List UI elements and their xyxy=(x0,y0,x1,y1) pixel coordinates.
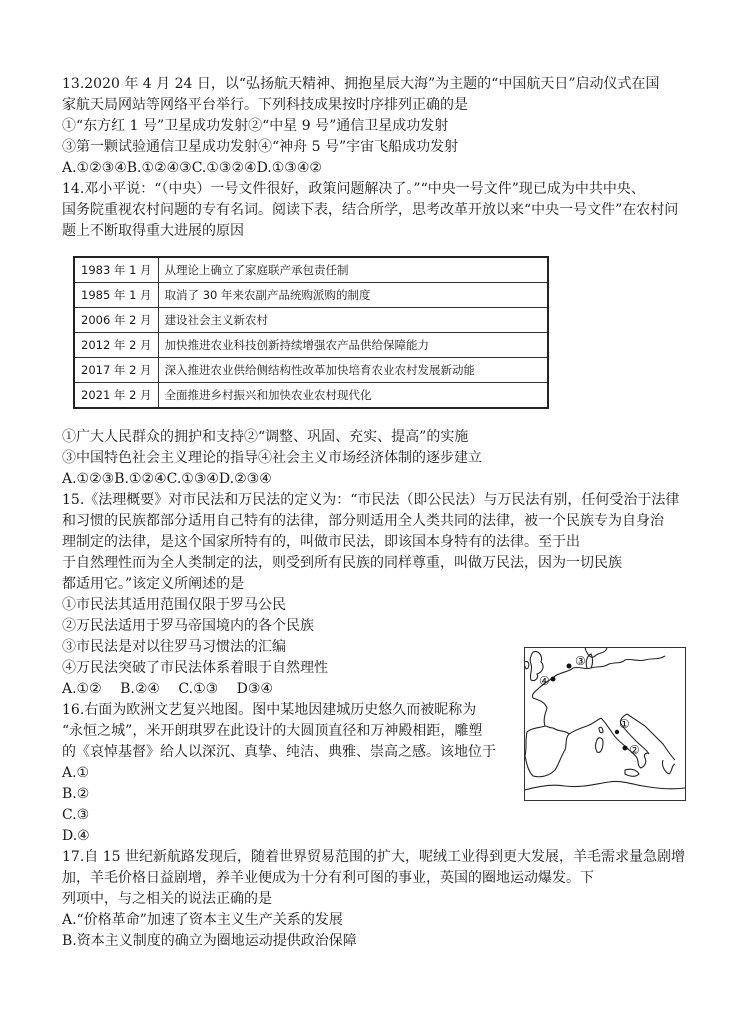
map-drawing xyxy=(525,648,685,800)
table-date: 2021 年 2 月 xyxy=(74,383,158,409)
q13-option-line-1: ①“东方红 1 号”卫星成功发射②“中星 9 号”通信卫星成功发射 xyxy=(62,118,449,134)
q17-option-b: B.资本主义制度的确立为圈地运动提供政治保障 xyxy=(62,933,357,949)
table-content: 取消了 30 年来农副产品统购派购的制度 xyxy=(158,283,548,308)
table-row xyxy=(74,283,548,308)
q15-option-4: ④万民法突破了市民法体系着眼于自然理性 xyxy=(62,660,328,676)
map-dot-3 xyxy=(567,664,572,669)
q17-line-3: 列项中，与之相关的说法正确的是 xyxy=(62,891,272,907)
map-label-3: ③ xyxy=(575,654,586,668)
q15-line-2: 和习惯的民族都部分适用自己特有的法律，部分则适用全人类共同的法律，被一个民族专为自身治 xyxy=(62,513,664,529)
table-row xyxy=(74,333,548,358)
q13-answers: A.①②③④B.①②④③C.①③②④D.①③④② xyxy=(62,160,322,176)
table-content: 从理论上确立了家庭联产承包责任制 xyxy=(158,257,548,283)
q15-option-1: ①市民法其适用范围仅限于罗马公民 xyxy=(62,597,286,613)
policy-table xyxy=(73,256,549,409)
q16-answer-c: C.③ xyxy=(62,807,90,823)
q15-option-2: ②万民法适用于罗马帝国境内的各个民族 xyxy=(62,618,314,634)
table-row xyxy=(74,358,548,383)
map-label-1: ① xyxy=(619,717,630,731)
table-date: 2017 年 2 月 xyxy=(74,358,158,383)
q15-line-3: 理制定的法律，是这个国家所特有的，叫做市民法，即该国本身特有的法律。至于出 xyxy=(62,534,580,550)
q17-option-a: A.“价格革命”加速了资本主义生产关系的发展 xyxy=(62,912,343,928)
map-dot-4 xyxy=(551,677,556,682)
map-dot-2 xyxy=(623,746,628,751)
q16-answer-d: D.④ xyxy=(62,828,90,844)
q14-option-line-1: ①广大人民群众的拥护和支持②“调整、巩固、充实、提高”的实施 xyxy=(62,429,469,445)
table-row xyxy=(74,257,548,283)
q13-line-2: 家航天局网站等网络平台举行。下列科技成果按时序排列正确的是 xyxy=(62,97,468,113)
q13-option-line-2: ③第一颗试验通信卫星成功发射④“神舟 5 号”宇宙飞船成功发射 xyxy=(62,139,459,155)
map-label-4: ④ xyxy=(539,674,550,688)
table-date: 1985 年 1 月 xyxy=(74,283,158,308)
europe-renaissance-map xyxy=(524,647,686,801)
q13-line-1: 13.2020 年 4 月 24 日，以“弘扬航天精神、拥抱星辰大海”为主题的“中国航天日”启动仪式在国 xyxy=(62,76,660,92)
q16-answer-a: A.① xyxy=(62,765,90,781)
map-label-2: ② xyxy=(629,743,640,757)
q16-line-2: “永恒之城”，米开朗琪罗在此设计的大圆顶直径和万神殿相距，雕塑 xyxy=(62,723,483,739)
table-content: 加快推进农业科技创新持续增强农产品供给保障能力 xyxy=(158,333,548,358)
q17-line-1: 17.自 15 世纪新航路发现后，随着世界贸易范围的扩大，呢绒工业得到更大发展，羊毛需求量急剧增 xyxy=(62,849,685,865)
q15-option-3: ③市民法是对以往罗马习惯法的汇编 xyxy=(62,639,286,655)
q15-answers: A.①② B.②④ C.①③ D③④ xyxy=(62,681,273,697)
table-content: 建设社会主义新农村 xyxy=(158,308,548,333)
table-date: 2012 年 2 月 xyxy=(74,333,158,358)
q14-line-2: 国务院重视农村问题的专有名词。阅读下表，结合所学，思考改革开放以来“中央一号文件”在农村问 xyxy=(62,202,679,218)
q16-answer-b: B.② xyxy=(62,786,90,802)
q15-line-4: 于自然理性而为全人类制定的法，则受到所有民族的同样尊重，叫做万民法，因为一切民族 xyxy=(62,555,622,571)
q14-answers: A.①②③B.①②④C.①③④D.②③④ xyxy=(62,471,272,487)
table-date: 1983 年 1 月 xyxy=(74,257,158,283)
q14-option-line-2: ③中国特色社会主义理论的指导④社会主义市场经济体制的逐步建立 xyxy=(62,450,482,466)
q15-line-5: 都适用它。”该定义所阐述的是 xyxy=(62,576,245,592)
q16-line-1: 16.右面为欧洲文艺复兴地图。图中某地因建城历史悠久而被昵称为 xyxy=(62,702,477,718)
q16-line-3: 的《哀悼基督》给人以深沉、真挚、纯洁、典雅、崇高之感。该地位于 xyxy=(62,744,496,760)
q14-line-1: 14.邓小平说：“（中央）一号文件很好，政策问题解决了。”“中央一号文件”现已成为中共中央、 xyxy=(62,181,645,197)
q14-line-3: 题上不断取得重大进展的原因 xyxy=(62,223,244,239)
q15-line-1: 15.《法理概要》对市民法和万民法的定义为：“市民法（即公民法）与万民法有别，任何受治于法律 xyxy=(62,492,680,508)
table-content: 深入推进农业供给侧结构性改革加快培育农业农村发展新动能 xyxy=(158,358,548,383)
q17-line-2: 加，羊毛价格日益剧增，养羊业便成为十分有利可图的事业，英国的圈地运动爆发。下 xyxy=(62,870,594,886)
table-date: 2006 年 2 月 xyxy=(74,308,158,333)
table-row xyxy=(74,383,548,409)
table-content: 全面推进乡村振兴和加快农业农村现代化 xyxy=(158,383,548,409)
table-row xyxy=(74,308,548,333)
